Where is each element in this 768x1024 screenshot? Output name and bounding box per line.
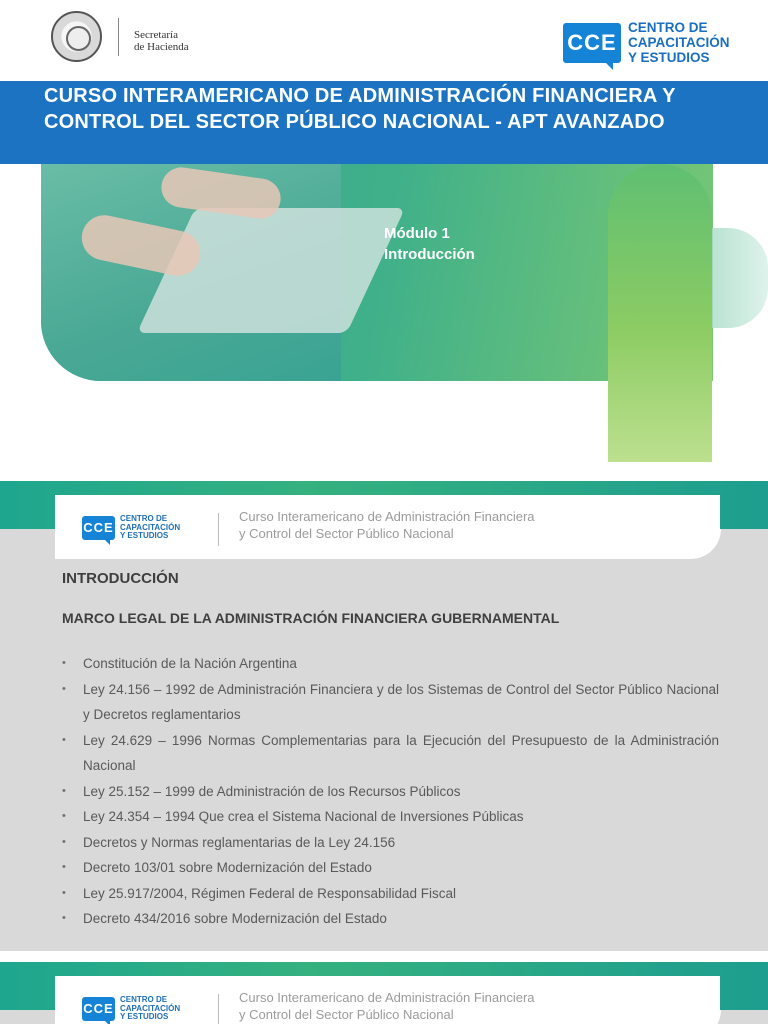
list-item: • Ley 24.354 – 1994 Que crea el Sistema Nacional de Inversiones Públicas	[62, 804, 719, 830]
cce-name-line-1: CENTRO DE	[120, 995, 168, 1004]
cce-name	[628, 20, 730, 65]
list-item: • Ley 25.917/2004, Régimen Federal de Responsabilidad Fiscal	[62, 881, 719, 907]
header-divider	[218, 513, 219, 546]
cce-name-line-3: Y ESTUDIOS	[628, 50, 710, 65]
cce-logo	[563, 20, 730, 65]
list-item: • Decretos y Normas reglamentarias de la Ley 24.156	[62, 830, 719, 856]
cce-logo	[82, 996, 180, 1022]
slide-header	[55, 495, 720, 559]
cce-name-line-2: CAPACITACIÓN	[120, 522, 181, 532]
cce-name	[120, 996, 180, 1022]
cce-name-line-1: CENTRO DE	[120, 514, 168, 523]
next-slide-preview	[0, 962, 768, 1024]
course-name-line-1: Curso Interamericano de Administración Financiera	[239, 990, 535, 1005]
module-number: Módulo 1	[384, 225, 450, 242]
laptop-photo	[41, 143, 341, 381]
module-subtitle: Introducción	[384, 246, 475, 263]
module-label	[384, 223, 475, 265]
cce-name-line-2: CAPACITACIÓN	[120, 1003, 181, 1013]
government-line-2: de Hacienda	[134, 41, 189, 53]
decorative-shape	[608, 164, 712, 462]
national-seal-icon	[51, 11, 102, 62]
cce-name-line-3: Y ESTUDIOS	[120, 1012, 169, 1021]
list-item: • Ley 24.629 – 1996 Normas Complementarias para la Ejecución del Presupuesto de la Administración Nacional	[62, 728, 719, 779]
cce-logo	[82, 515, 180, 541]
course-title-band	[0, 81, 768, 164]
section-title: INTRODUCCIÓN	[62, 570, 179, 587]
slide-header	[55, 976, 720, 1024]
cce-name-line-2: CAPACITACIÓN	[628, 35, 730, 50]
course-name-line-2: y Control del Sector Público Nacional	[239, 1007, 454, 1022]
legal-framework-list	[62, 651, 719, 932]
course-name-line-1: Curso Interamericano de Administración Financiera	[239, 509, 535, 524]
cce-badge: CCE	[82, 997, 115, 1021]
hand-shape	[78, 211, 205, 280]
section-subtitle: MARCO LEGAL DE LA ADMINISTRACIÓN FINANCIERA GUBERNAMENTAL	[62, 610, 560, 626]
cover-slide	[0, 0, 768, 462]
cce-name	[120, 515, 180, 541]
header-divider	[218, 994, 219, 1024]
cce-name-line-1: CENTRO DE	[628, 20, 708, 35]
list-item: • Ley 24.156 – 1992 de Administración Financiera y de los Sistemas de Control del Sector Público Nacional y Decretos reglamentarios	[62, 677, 719, 728]
cce-badge: CCE	[82, 516, 115, 540]
list-item: • Decreto 103/01 sobre Modernización del Estado	[62, 855, 719, 881]
course-title-line-1: CURSO INTERAMERICANO DE ADMINISTRACIÓN FINANCIERA Y	[44, 85, 676, 107]
list-item: • Decreto 434/2016 sobre Modernización del Estado	[62, 906, 719, 932]
list-item: • Constitución de la Nación Argentina	[62, 651, 719, 677]
course-name	[239, 989, 535, 1023]
course-name-line-2: y Control del Sector Público Nacional	[239, 526, 454, 541]
course-title-line-2: CONTROL DEL SECTOR PÚBLICO NACIONAL - APT AVANZADO	[44, 111, 665, 133]
cce-name-line-3: Y ESTUDIOS	[120, 531, 169, 540]
introduction-slide	[0, 481, 768, 951]
government-line-1: Secretaría	[134, 29, 178, 41]
government-label	[134, 29, 189, 53]
cce-badge: CCE	[563, 23, 621, 63]
decorative-shape	[712, 228, 768, 328]
logo-divider	[118, 18, 119, 56]
list-item: • Ley 25.152 – 1999 de Administración de los Recursos Públicos	[62, 779, 719, 805]
course-name	[239, 508, 535, 542]
hand-shape	[159, 165, 283, 221]
